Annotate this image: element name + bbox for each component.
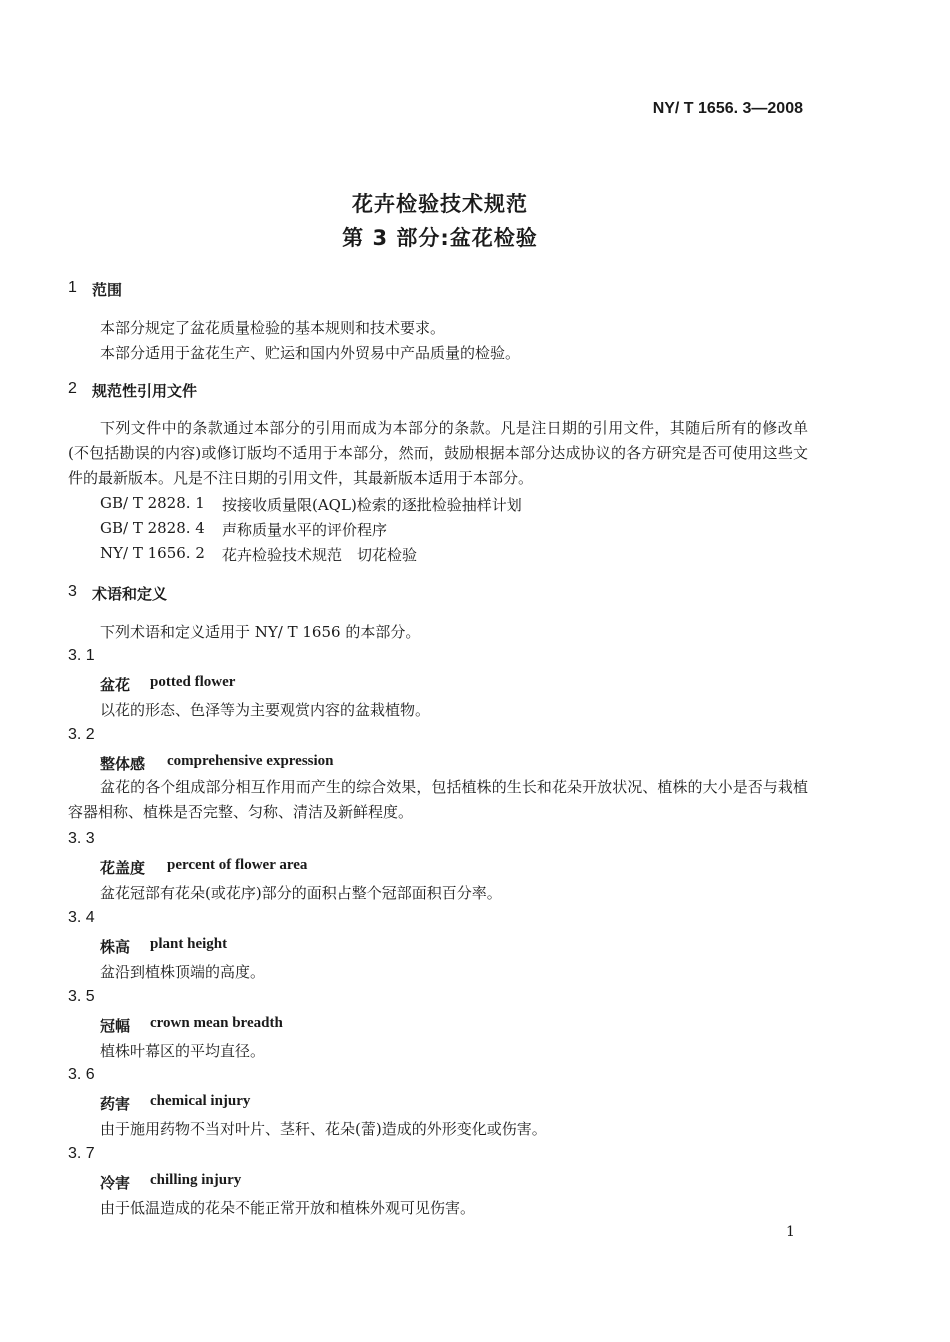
section-2-intro: 下列文件中的条款通过本部分的引用而成为本部分的条款。凡是注日期的引用文件，其随后所有的修改单(不包括勘误的内容)或修订版均不适用于本部分，然而，鼓励根据本部分达成协议的各方研究是否可使用这些文件的最新版本。凡是不注日期的引用文件，其最新版本适用于本部分。 [68,419,808,487]
term-english: plant height [150,936,228,952]
term-chinese: 盆花 [100,676,131,694]
term-number: 3. 7 [68,1145,95,1162]
reference-title: 按接收质量限(AQL)检索的逐批检验抽样计划 [222,496,522,514]
section-3-intro: 下列术语和定义适用于 NY/ T 1656 的本部分。 [100,623,421,641]
section-1-heading: 范围 [92,281,123,299]
term-definition: 以花的形态、色泽等为主要观赏内容的盆栽植物。 [100,701,431,719]
section-1-paragraph: 本部分规定了盆花质量检验的基本规则和技术要求。 [100,319,446,337]
reference-title: 花卉检验技术规范 切花检验 [222,546,418,564]
term-definition: 盆花的各个组成部分相互作用而产生的综合效果，包括植株的生长和花朵开放状况、植株的大小是否与栽植容器相称、植株是否完整、匀称、清洁及新鲜程度。 [68,778,808,821]
document-subtitle: 第 3 部分:盆花检验 [342,226,538,250]
term-number: 3. 6 [68,1066,95,1083]
term-chinese: 药害 [100,1095,131,1113]
section-3-number: 3 [68,583,77,600]
section-1-paragraph: 本部分适用于盆花生产、贮运和国内外贸易中产品质量的检验。 [100,344,521,362]
section-3-heading: 术语和定义 [92,585,168,603]
term-chinese: 冷害 [100,1174,131,1192]
term-definition: 由于施用药物不当对叶片、茎秆、花朵(蕾)造成的外形变化或伤害。 [100,1120,547,1138]
reference-code: NY/ T 1656. 2 [100,544,205,562]
term-number: 3. 5 [68,988,95,1005]
term-definition: 由于低温造成的花朵不能正常开放和植株外观可见伤害。 [100,1199,476,1217]
reference-code: GB/ T 2828. 4 [100,519,205,537]
term-number: 3. 1 [68,647,95,664]
document-title: 花卉检验技术规范 [352,192,528,216]
term-english: crown mean breadth [150,1015,283,1031]
term-chinese: 整体感 [100,755,146,773]
term-chinese: 株高 [100,938,131,956]
term-number: 3. 2 [68,726,95,743]
section-2-heading: 规范性引用文件 [92,382,198,400]
reference-code: GB/ T 2828. 1 [100,494,205,512]
term-english: chemical injury [150,1093,251,1109]
term-english: comprehensive expression [167,753,334,769]
page-number: 1 [786,1224,795,1240]
term-english: chilling injury [150,1172,242,1188]
term-chinese: 冠幅 [100,1017,131,1035]
term-definition: 植株叶幕区的平均直径。 [100,1042,266,1060]
term-english: potted flower [150,674,236,690]
term-definition: 盆沿到植株顶端的高度。 [100,963,266,981]
term-chinese: 花盖度 [100,859,146,877]
reference-title: 声称质量水平的评价程序 [222,521,388,539]
term-number: 3. 3 [68,830,95,847]
term-number: 3. 4 [68,909,95,926]
section-1-number: 1 [68,279,77,296]
term-english: percent of flower area [167,857,308,873]
term-definition: 盆花冠部有花朵(或花序)部分的面积占整个冠部面积百分率。 [100,884,502,902]
section-2-number: 2 [68,380,77,397]
standard-code: NY/ T 1656. 3—2008 [652,100,803,117]
